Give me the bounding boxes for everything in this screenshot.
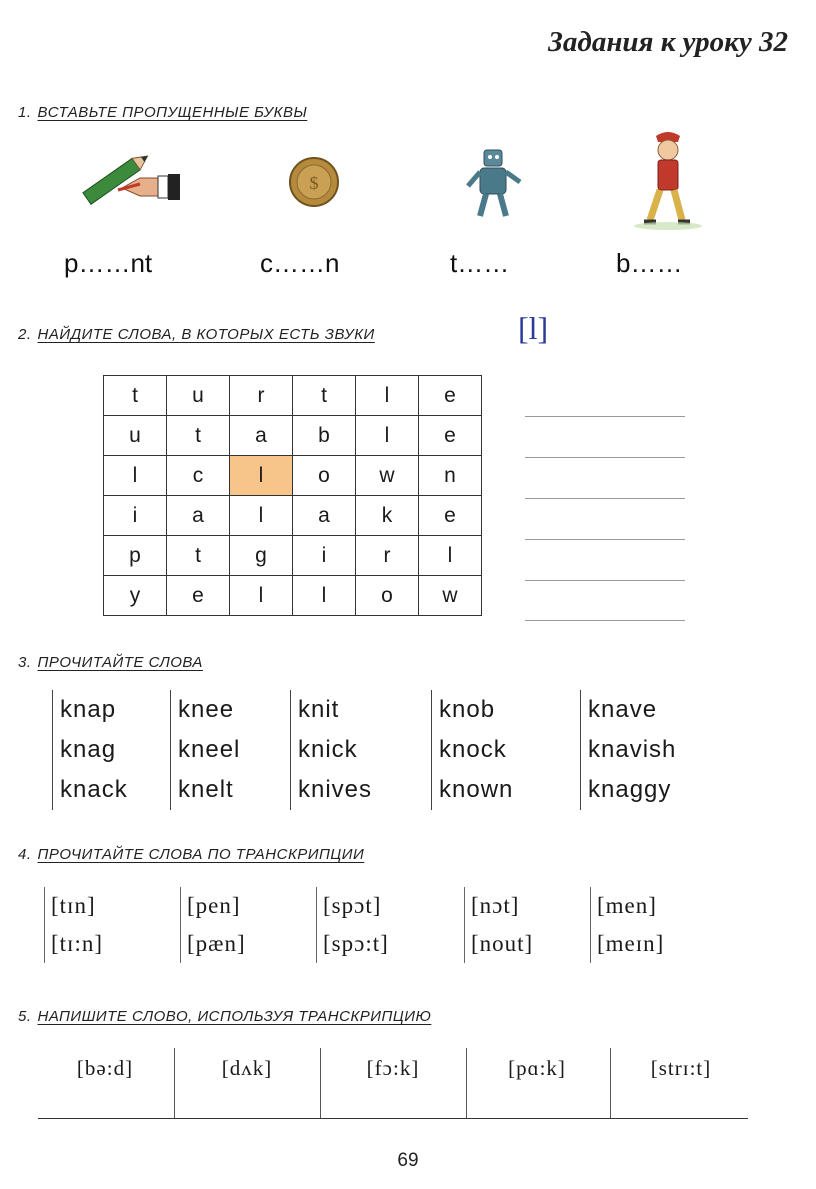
task2-heading-text: НАЙДИТЕ СЛОВА, В КОТОРЫХ ЕСТЬ ЗВУКИ	[37, 326, 375, 343]
transcription: [spɔ:t]	[323, 931, 389, 956]
svg-text:$: $	[309, 173, 319, 193]
transcription: [tɪn]	[51, 893, 96, 918]
grid-cell[interactable]: l	[356, 376, 419, 416]
grid-cell[interactable]: u	[104, 416, 167, 456]
toy-robot-icon	[446, 140, 546, 230]
gap-word-4: b……	[616, 248, 683, 278]
grid-cell[interactable]: p	[104, 536, 167, 576]
grid-cell[interactable]: t	[167, 416, 230, 456]
task1-heading-text: ВСТАВЬТЕ ПРОПУЩЕННЫЕ БУКВЫ	[37, 104, 308, 121]
grid-cell[interactable]: o	[293, 456, 356, 496]
grid-row	[104, 456, 482, 496]
answer-line[interactable]	[525, 457, 685, 458]
task2-heading	[18, 326, 375, 343]
task3-heading-text: ПРОЧИТАЙТЕ СЛОВА	[37, 654, 203, 671]
walking-boy-icon	[616, 128, 716, 233]
grid-cell[interactable]: b	[293, 416, 356, 456]
write-cell-2[interactable]: [dʌk]	[221, 1056, 273, 1080]
grid-cell[interactable]: t	[293, 376, 356, 416]
grid-cell[interactable]: a	[167, 496, 230, 536]
task5-heading	[18, 1008, 431, 1025]
word: knives	[298, 776, 373, 803]
task4-heading	[18, 846, 364, 863]
grid-cell[interactable]: i	[293, 536, 356, 576]
grid-row	[104, 576, 482, 616]
grid-cell[interactable]: c	[167, 456, 230, 496]
grid-row	[104, 496, 482, 536]
grid-cell[interactable]: t	[167, 536, 230, 576]
word-search-grid	[103, 375, 482, 616]
grid-cell[interactable]: l	[230, 576, 293, 616]
word: knock	[439, 736, 507, 763]
grid-cell[interactable]: g	[230, 536, 293, 576]
grid-cell[interactable]: i	[104, 496, 167, 536]
task4-heading-text: ПРОЧИТАЙТЕ СЛОВА ПО ТРАНСКРИПЦИИ	[37, 846, 365, 863]
grid-cell[interactable]: u	[167, 376, 230, 416]
word: knelt	[178, 776, 234, 803]
page-title: Задания к уроку 32	[548, 26, 788, 58]
grid-cell[interactable]: r	[356, 536, 419, 576]
word-column-3	[290, 690, 372, 810]
task2-number: 2.	[18, 326, 32, 343]
grid-cell[interactable]: l	[230, 496, 293, 536]
transcription: [nout]	[471, 931, 534, 956]
grid-cell[interactable]: e	[419, 416, 482, 456]
word: knee	[178, 696, 235, 723]
task3-number: 3.	[18, 654, 32, 671]
write-cell-4[interactable]: [pɑ:k]	[508, 1056, 566, 1080]
word: knaggy	[588, 776, 672, 803]
grid-cell[interactable]: l	[356, 416, 419, 456]
grid-cell[interactable]: y	[104, 576, 167, 616]
transcription: [spɔt]	[323, 893, 382, 918]
word: knit	[298, 696, 340, 723]
grid-row	[104, 376, 482, 416]
grid-cell[interactable]: e	[419, 496, 482, 536]
grid-cell[interactable]: a	[293, 496, 356, 536]
word: knavish	[588, 736, 677, 763]
transcription: [men]	[597, 893, 657, 918]
word-column-4	[431, 690, 513, 810]
task5-heading-text: НАПИШИТЕ СЛОВО, ИСПОЛЬЗУЯ ТРАНСКРИПЦИЮ	[37, 1008, 432, 1025]
task1-heading	[18, 104, 307, 121]
task1-number: 1.	[18, 104, 32, 121]
grid-cell[interactable]: n	[419, 456, 482, 496]
grid-cell[interactable]: r	[230, 376, 293, 416]
answer-line[interactable]	[525, 416, 685, 417]
word-column-2	[170, 690, 240, 810]
grid-cell[interactable]: e	[167, 576, 230, 616]
write-cell-5[interactable]: [strɪ:t]	[650, 1056, 712, 1080]
pencil-pointing-hand-icon	[78, 140, 178, 230]
coin-icon	[266, 140, 366, 230]
transcription: [pen]	[187, 893, 241, 918]
grid-cell[interactable]: e	[419, 376, 482, 416]
answer-line[interactable]	[525, 539, 685, 540]
grid-cell[interactable]: w	[356, 456, 419, 496]
grid-cell[interactable]: o	[356, 576, 419, 616]
answer-line[interactable]	[525, 580, 685, 581]
transcription-column-2	[180, 887, 246, 963]
word: knick	[298, 736, 358, 763]
transcription: [nɔt]	[471, 893, 520, 918]
grid-cell[interactable]: l	[419, 536, 482, 576]
word: knag	[60, 736, 117, 763]
transcription-column-1	[44, 887, 103, 963]
word: knack	[60, 776, 128, 803]
gap-word-1: p……nt	[64, 248, 153, 278]
answer-line[interactable]	[525, 498, 685, 499]
word-column-1	[52, 690, 128, 810]
grid-cell[interactable]: a	[230, 416, 293, 456]
task3-heading	[18, 654, 203, 671]
transcription-column-4	[464, 887, 533, 963]
task5-number: 5.	[18, 1008, 32, 1025]
word: knave	[588, 696, 658, 723]
transcription-column-3	[316, 887, 389, 963]
word: known	[439, 776, 514, 803]
grid-row	[104, 416, 482, 456]
grid-cell[interactable]: l	[104, 456, 167, 496]
gap-word-2: c……n	[260, 248, 340, 278]
word: knob	[439, 696, 496, 723]
grid-cell[interactable]: t	[104, 376, 167, 416]
write-cell-1[interactable]: [bə:d]	[76, 1056, 134, 1080]
write-baseline	[38, 1118, 748, 1119]
write-cell-3[interactable]: [fɔ:k]	[366, 1056, 420, 1080]
grid-row	[104, 536, 482, 576]
transcription: [pæn]	[187, 931, 246, 956]
task4-number: 4.	[18, 846, 32, 863]
gap-word-3: t……	[450, 248, 510, 278]
word: knap	[60, 696, 117, 723]
transcription-column-5	[590, 887, 664, 963]
grid-cell[interactable]: w	[419, 576, 482, 616]
page-number: 69	[397, 1150, 419, 1171]
transcription: [meɪn]	[597, 931, 665, 956]
grid-cell[interactable]: l	[230, 456, 293, 496]
grid-cell[interactable]: k	[356, 496, 419, 536]
grid-cell[interactable]: l	[293, 576, 356, 616]
sound-symbol: [l]	[518, 310, 549, 346]
word-column-5	[580, 690, 676, 810]
answer-line[interactable]	[525, 620, 685, 621]
word: kneel	[178, 736, 241, 763]
transcription: [tɪ:n]	[51, 931, 103, 956]
